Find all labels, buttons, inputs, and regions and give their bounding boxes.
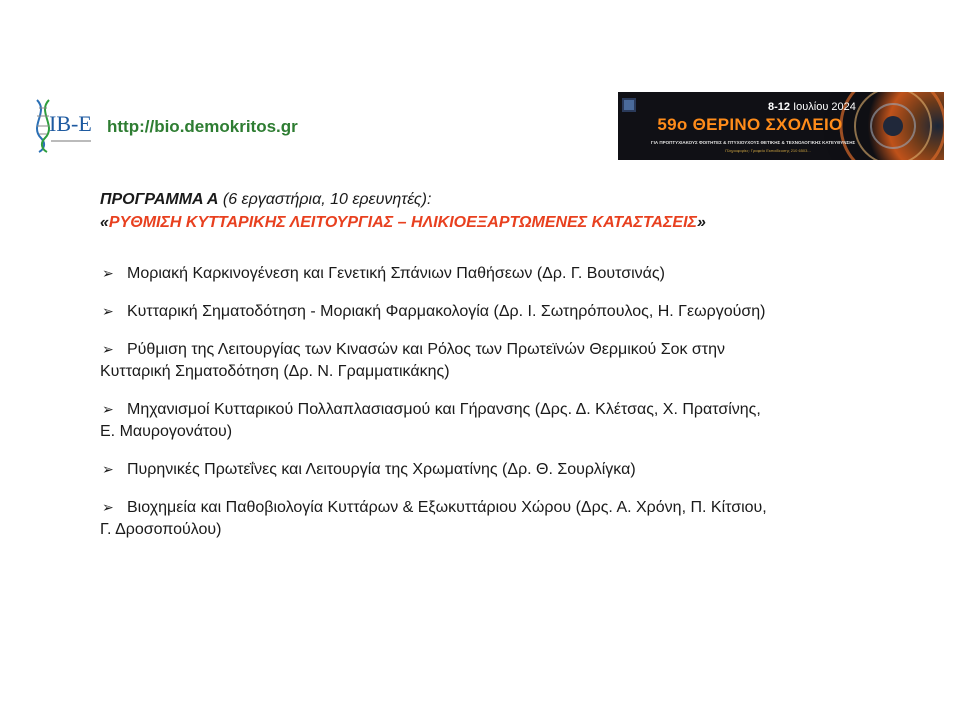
program-detail: (6 εργαστήρια, 10 ερευνητές):: [218, 191, 432, 208]
banner-info: Πληροφορίες: Γραφείο Εκπαίδευσης 210 6503...: [725, 148, 811, 153]
ibe-logo: [27, 96, 101, 154]
item-text: Βιοχημεία και Παθοβιολογία Κυττάρων & Εξωκυττάριου Χώρου (Δρς. Α. Χρόνη, Π. Κίτσιου,: [127, 499, 767, 516]
program-theme: ΡΥΘΜΙΣΗ ΚΥΤΤΑΡΙΚΗΣ ΛΕΙΤΟΥΡΓΙΑΣ – ΗΛΙΚΙΟΕΞΑΡΤΩΜΕΝΕΣ ΚΑΤΑΣΤΑΣΕΙΣ: [108, 214, 697, 231]
logo-text: IB-E: [49, 111, 92, 136]
list-item: [100, 300, 890, 323]
program-heading: [100, 188, 900, 234]
item-text: Ρύθμιση της Λειτουργίας των Κινασών και Ρόλος των Πρωτεϊνών Θερμικού Σοκ στην: [127, 341, 726, 358]
list-item: [100, 338, 890, 383]
arrow-bullet-icon: ➢: [102, 499, 114, 515]
item-text: Κυτταρική Σηματοδότηση - Μοριακή Φαρμακολογία (Δρ. Ι. Σωτηρόπουλος, Η. Γεωργούση): [127, 303, 766, 320]
arrow-bullet-icon: ➢: [102, 461, 114, 477]
list-item: [100, 458, 890, 481]
arrow-bullet-icon: ➢: [102, 341, 114, 357]
banner-title: 59ο ΘΕΡΙΝΟ ΣΧΟΛΕΙΟ: [657, 115, 843, 134]
program-title: ΠΡΟΓΡΑΜΜΑ Α: [100, 191, 219, 208]
item-text-continued: Κυτταρική Σηματοδότηση (Δρ. Ν. Γραμματικάκης): [100, 363, 450, 380]
arrow-bullet-icon: ➢: [102, 401, 114, 417]
site-url-link[interactable]: http://bio.demokritos.gr: [107, 117, 298, 136]
program-theme-line: [100, 211, 900, 234]
list-item: [100, 398, 890, 443]
theme-open-quote: «: [100, 214, 109, 231]
banner-dates: [768, 101, 856, 113]
list-item: [100, 496, 890, 541]
item-text: Μοριακή Καρκινογένεση και Γενετική Σπάνιων Παθήσεων (Δρ. Γ. Βουτσινάς): [127, 265, 665, 282]
item-text-continued: Γ. Δροσοπούλου): [100, 521, 222, 538]
banner-days: 8-12: [768, 101, 791, 113]
summer-school-banner: [618, 92, 944, 160]
item-text: Μηχανισμοί Κυτταρικού Πολλαπλασιασμού και Γήρανσης (Δρς. Δ. Κλέτσας, Χ. Πρατσίνης,: [127, 401, 761, 418]
arrow-bullet-icon: ➢: [102, 303, 114, 319]
item-text: Πυρηνικές Πρωτεΐνες και Λειτουργία της Χρωματίνης (Δρ. Θ. Σουρλίγκα): [127, 461, 636, 478]
arrow-bullet-icon: ➢: [102, 265, 114, 281]
dna-helix-logo-icon: [27, 96, 101, 154]
program-title-line: [100, 188, 900, 211]
list-item: [100, 262, 890, 285]
theme-close-quote: »: [697, 214, 706, 231]
banner-month: Ιουλίου 2024: [793, 101, 856, 113]
item-text-continued: Ε. Μαυρογονάτου): [100, 423, 233, 440]
lab-list: [100, 262, 890, 556]
banner-subtitle: ΓΙΑ ΠΡΟΠΤΥΧΙΑΚΟΥΣ ΦΟΙΤΗΤΕΣ & ΠΤΥΧΙΟΥΧΟΥΣ ΘΕΤΙΚΗΣ & ΤΕΧΝΟΛΟΓΙΚΗΣ ΚΑΤΕΥΘΥΝΣΗΣ: [650, 140, 856, 145]
